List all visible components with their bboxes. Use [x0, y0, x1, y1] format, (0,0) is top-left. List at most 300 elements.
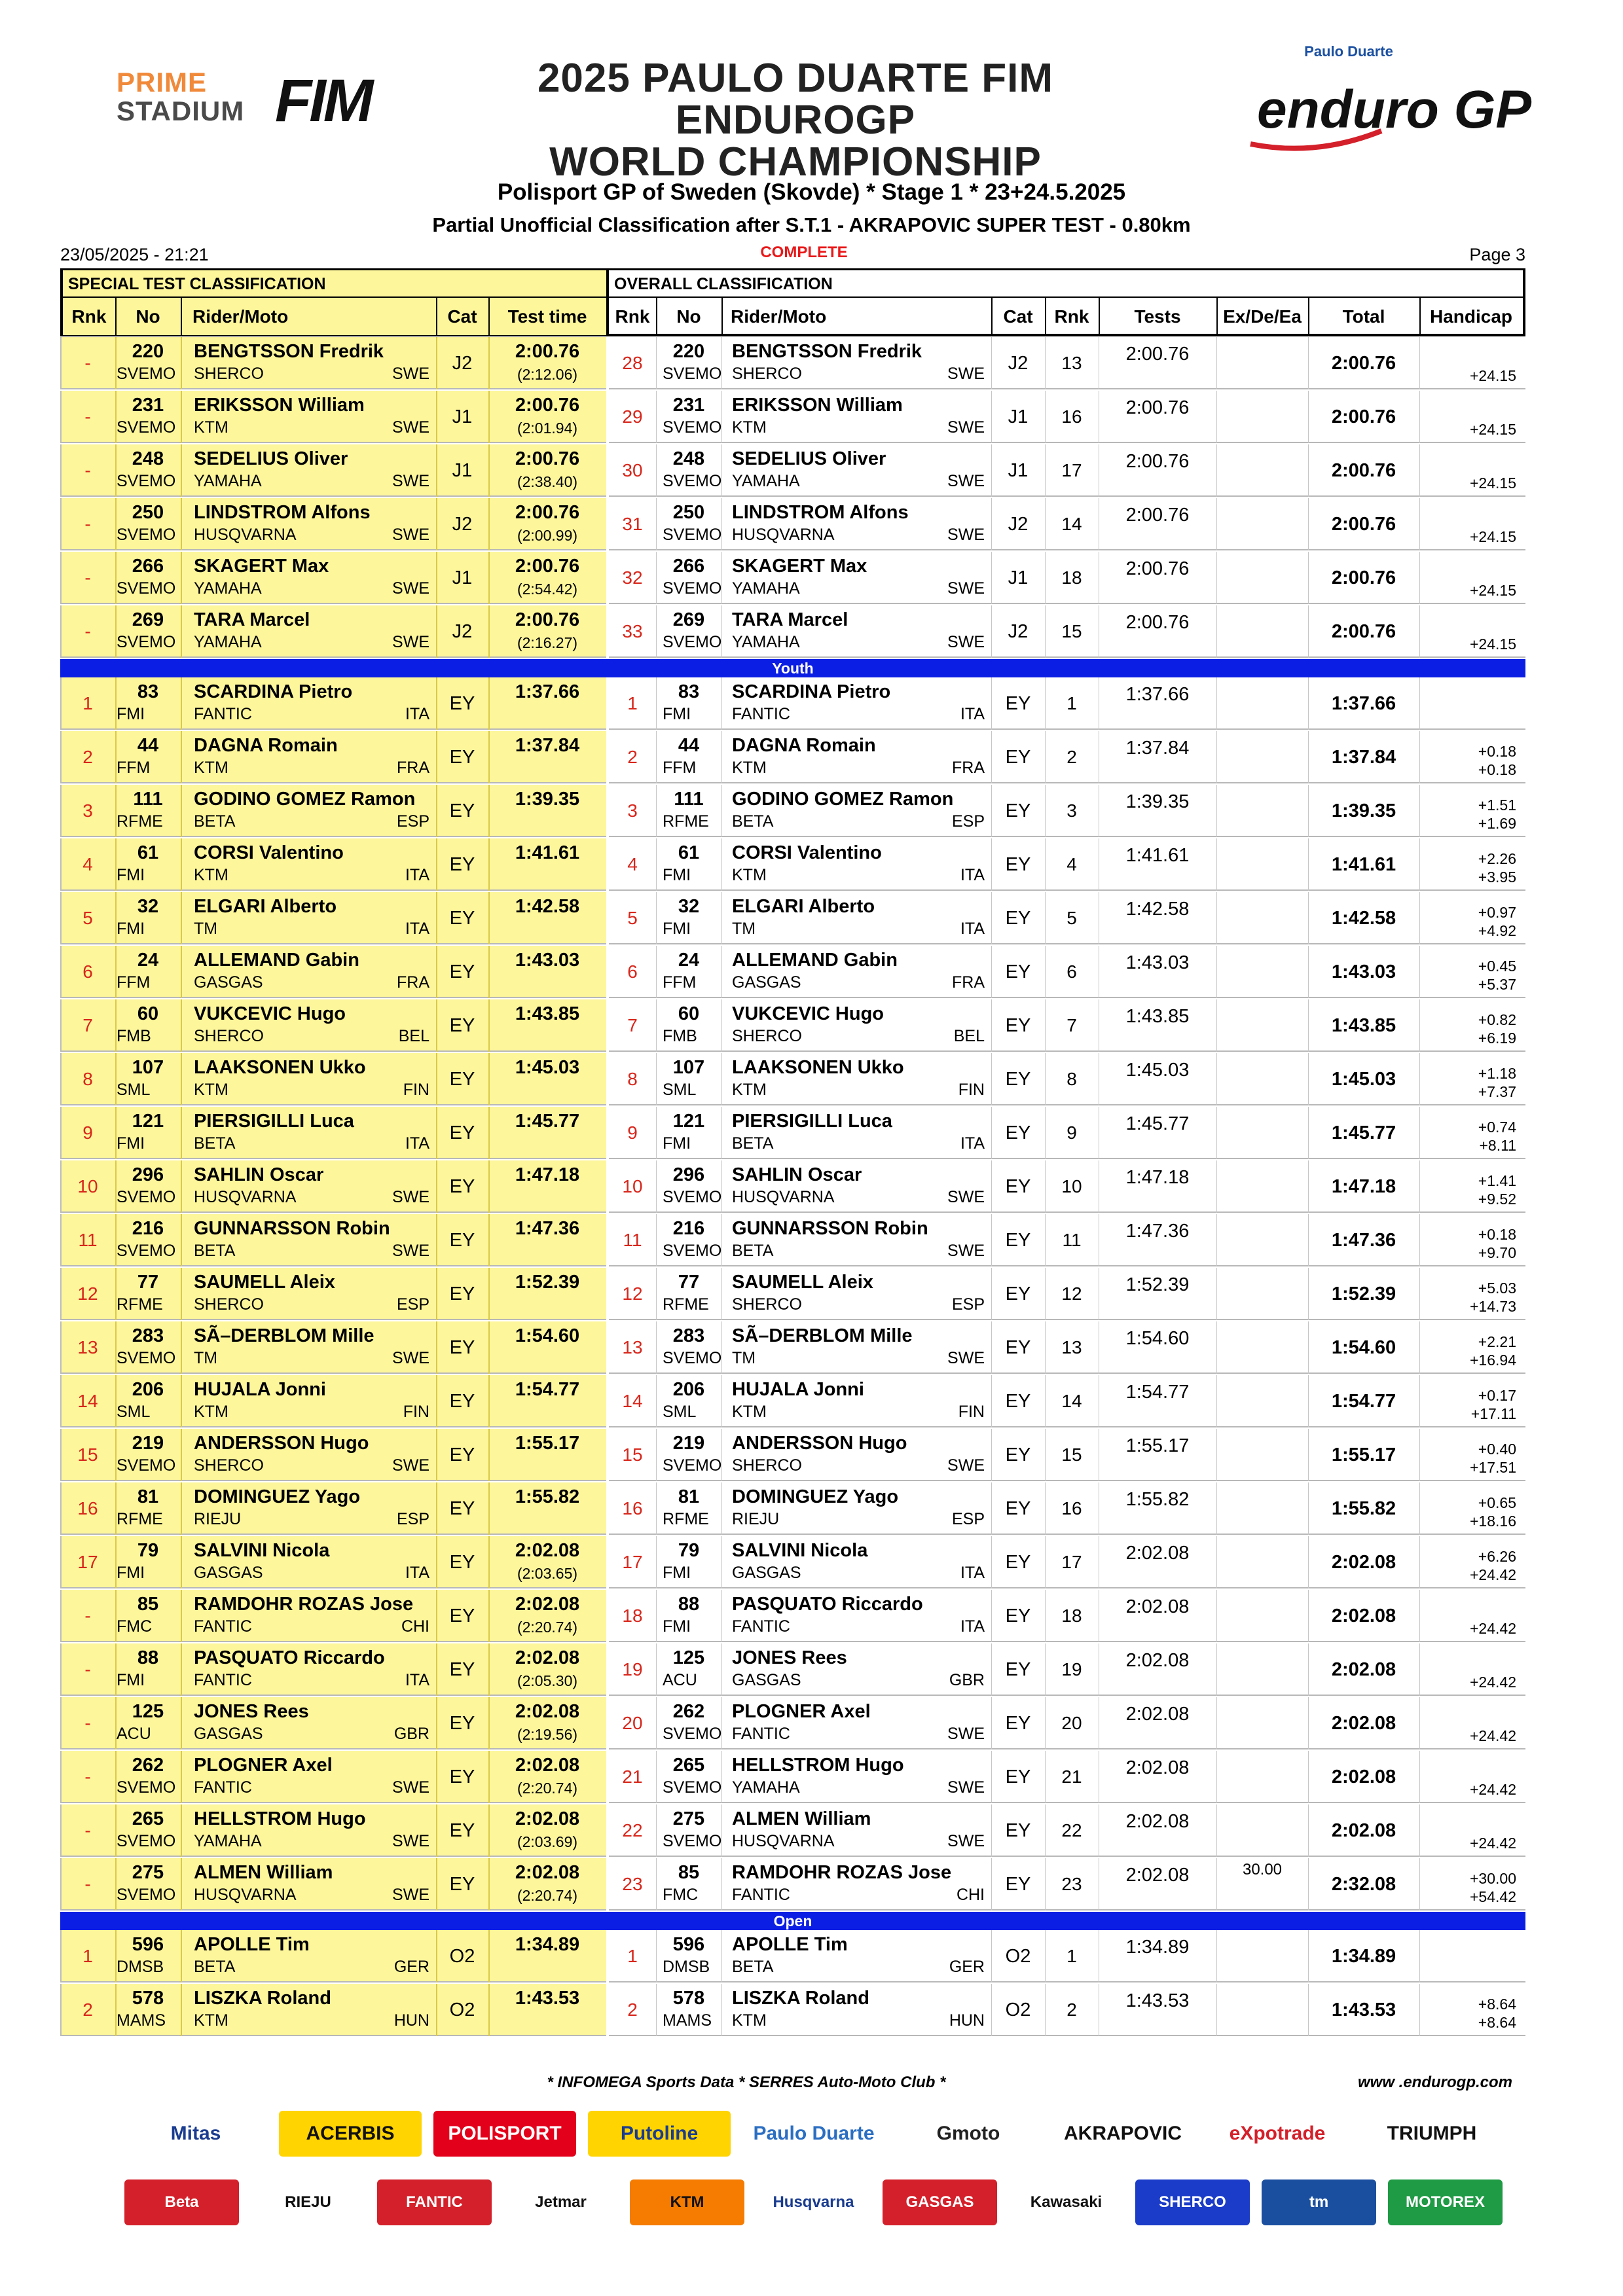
overall-category: EY: [1005, 800, 1031, 821]
test-rank: 14: [77, 1391, 98, 1411]
overall-category: EY: [1005, 1444, 1031, 1465]
table-row: [60, 605, 1525, 659]
gap-previous: [1419, 1709, 1516, 1726]
test-rank: -: [84, 406, 91, 427]
test-time-raw: [488, 1350, 606, 1369]
overall-rank: 15: [622, 1444, 643, 1465]
egp-logo-top: Paulo Duarte: [1304, 43, 1393, 60]
test-time-raw: [488, 1404, 606, 1422]
overall-category: EY: [1005, 1069, 1031, 1090]
category-rank: 2: [1067, 2000, 1077, 2020]
gap-previous: +0.45: [1478, 958, 1516, 975]
category-rank: 18: [1061, 1605, 1082, 1626]
footer-website[interactable]: www .endurogp.com: [1357, 2073, 1512, 2091]
table-row: [60, 1107, 1525, 1160]
rider-category: EY: [449, 747, 475, 768]
overall-rank: 14: [622, 1391, 643, 1411]
total-time: 1:47.18: [1331, 1176, 1396, 1197]
overall-rider-number: 121: [672, 1111, 705, 1132]
category-band: Open: [60, 1912, 1525, 1930]
cell-divider: [721, 1643, 722, 1696]
gap-previous: +6.26: [1478, 1548, 1516, 1565]
rider-nation: ESP: [396, 812, 429, 831]
rider-number: 77: [137, 1272, 159, 1293]
penalty-time: [1216, 1002, 1308, 1020]
gap-leader: +5.37: [1478, 976, 1516, 993]
rider-category: EY: [449, 1015, 475, 1036]
penalty-time: [1216, 734, 1308, 752]
penalty-time: [1216, 1163, 1308, 1181]
gap-previous: [1419, 456, 1516, 473]
rider-category: EY: [449, 1283, 475, 1304]
rider-federation: FFM: [117, 973, 151, 992]
overall-rider-number: 219: [672, 1433, 705, 1454]
rider-federation: SVEMO: [117, 1778, 176, 1797]
rider-category: EY: [449, 1444, 475, 1465]
rider-category: EY: [449, 1122, 475, 1143]
tests-time: 1:41.61: [1125, 845, 1190, 866]
rider-federation: FFM: [117, 759, 151, 777]
overall-category: EY: [1005, 1605, 1031, 1626]
col-header-overall-rnk: Rnk: [615, 306, 650, 327]
overall-rider-federation: FMI: [663, 1134, 691, 1153]
overall-rider-name: ANDERSSON Hugo: [732, 1433, 907, 1454]
gap-leader: +8.64: [1478, 2014, 1516, 2031]
tests-time: 2:02.08: [1125, 1865, 1190, 1886]
test-time: 2:02.08: [515, 1594, 580, 1615]
special-test-title: SPECIAL TEST CLASSIFICATION: [63, 270, 606, 298]
category-rank: 13: [1061, 353, 1082, 373]
penalty-time: [1216, 1431, 1308, 1450]
test-time-raw: (2:12.06): [517, 366, 578, 383]
rider-moto: TM: [194, 1349, 218, 1367]
test-time: 1:54.60: [515, 1325, 580, 1346]
test-rank: -: [84, 1874, 91, 1894]
overall-rider-name: LAAKSONEN Ukko: [732, 1057, 904, 1078]
gap-previous: [1419, 349, 1516, 366]
rider-federation: FMI: [117, 866, 145, 884]
gap-previous: [1419, 403, 1516, 420]
rider-number: 81: [137, 1486, 159, 1507]
overall-rider-nation: ITA: [960, 1564, 985, 1582]
cell-divider: [721, 1751, 722, 1803]
overall-rider-moto: BETA: [732, 1242, 774, 1260]
overall-rank: 2: [627, 747, 638, 767]
rider-moto: FANTIC: [194, 1778, 252, 1797]
overall-rider-federation: SVEMO: [663, 365, 722, 383]
penalty-time: [1216, 1933, 1308, 1951]
overall-rider-number: 296: [672, 1164, 705, 1185]
rider-name: SÃ–DERBLOM Mille: [194, 1325, 374, 1346]
rider-nation: FRA: [397, 759, 429, 777]
sponsor-logo: Mitas: [124, 2111, 267, 2157]
test-time-raw: (2:20.74): [517, 1780, 578, 1797]
cell-divider: [721, 605, 722, 658]
overall-rider-moto: HUSQVARNA: [732, 1832, 835, 1850]
table-row: [60, 498, 1525, 552]
overall-rider-moto: GASGAS: [732, 1671, 801, 1689]
overall-rider-name: ERIKSSON William: [732, 395, 903, 416]
overall-rank: 9: [627, 1122, 638, 1143]
table-row: [60, 1697, 1525, 1751]
test-time-raw: [488, 975, 606, 993]
test-rank: 6: [82, 961, 93, 982]
gap-previous: +30.00: [1470, 1870, 1516, 1887]
overall-rider-moto: YAMAHA: [732, 1778, 800, 1797]
test-rank: 4: [82, 854, 93, 874]
gap-leader: +9.70: [1478, 1244, 1516, 1261]
test-time-raw: [488, 921, 606, 939]
total-time: 2:00.76: [1331, 460, 1396, 481]
rider-federation: SVEMO: [117, 1188, 176, 1206]
rider-nation: HUN: [393, 2011, 429, 2030]
overall-rank: 10: [622, 1176, 643, 1196]
sponsor-logo: Husqvarna: [756, 2179, 871, 2225]
overall-rider-nation: SWE: [947, 1778, 985, 1797]
rider-federation: RFME: [117, 1295, 163, 1314]
table-row: [60, 1321, 1525, 1375]
overall-rider-nation: GER: [949, 1958, 985, 1976]
table-row: [60, 1643, 1525, 1697]
rider-number: 107: [132, 1057, 164, 1078]
gap-leader: +9.52: [1478, 1191, 1516, 1208]
tests-time: 1:43.85: [1125, 1006, 1190, 1027]
gap-leader: +24.42: [1470, 1781, 1516, 1798]
overall-rider-nation: SWE: [947, 1456, 985, 1475]
tests-time: 1:37.84: [1125, 738, 1190, 759]
cell-divider: [721, 1858, 722, 1910]
total-time: 1:43.85: [1331, 1015, 1396, 1036]
test-time: 1:52.39: [515, 1272, 580, 1293]
table-row: [60, 999, 1525, 1053]
gap-previous: +0.18: [1478, 1226, 1516, 1243]
overall-rider-name: DOMINGUEZ Yago: [732, 1486, 899, 1507]
overall-rider-nation: FRA: [952, 759, 985, 777]
gap-leader: +0.18: [1478, 761, 1516, 778]
category-rank: 10: [1061, 1176, 1082, 1196]
rider-moto: FANTIC: [194, 705, 252, 723]
overall-rider-nation: SWE: [947, 526, 985, 544]
category-rank: 14: [1061, 1391, 1082, 1411]
rider-moto: BETA: [194, 1242, 236, 1260]
rider-name: TARA Marcel: [194, 609, 310, 630]
gap-previous: +0.17: [1478, 1387, 1516, 1404]
overall-rider-nation: ITA: [960, 866, 985, 884]
test-time: 2:02.08: [515, 1647, 580, 1668]
rider-name: DOMINGUEZ Yago: [194, 1486, 361, 1507]
gap-previous: [1419, 1602, 1516, 1619]
category-rank: 7: [1067, 1015, 1077, 1035]
rider-federation: SVEMO: [117, 418, 176, 437]
tests-time: 1:45.03: [1125, 1060, 1190, 1081]
rider-name: HELLSTROM Hugo: [194, 1808, 366, 1829]
sponsor-logo: eXpotrade: [1206, 2111, 1349, 2157]
overall-rider-number: 250: [672, 502, 705, 523]
overall-rider-federation: SVEMO: [663, 418, 722, 437]
rider-name: ERIKSSON William: [194, 395, 365, 416]
col-header-handicap: Handicap: [1429, 306, 1513, 327]
test-time-raw: (2:03.69): [517, 1833, 578, 1850]
rider-federation: FMI: [117, 920, 145, 938]
overall-rider-federation: SVEMO: [663, 633, 722, 651]
overall-rider-federation: RFME: [663, 1295, 709, 1314]
test-rank: 2: [82, 747, 93, 767]
table-row: [60, 1160, 1525, 1214]
gap-leader: +1.69: [1478, 815, 1516, 832]
total-time: 2:02.08: [1331, 1713, 1396, 1734]
cell-divider: [721, 785, 722, 837]
rider-federation: SVEMO: [117, 633, 176, 651]
cell-divider: [721, 337, 722, 389]
rider-moto: KTM: [194, 1403, 228, 1421]
rider-federation: SVEMO: [117, 1456, 176, 1475]
overall-category: EY: [1005, 1659, 1031, 1680]
overall-rider-name: SÃ–DERBLOM Mille: [732, 1325, 913, 1346]
overall-rider-federation: FFM: [663, 973, 697, 992]
sponsor-row-1: [124, 2111, 1506, 2163]
overall-rider-federation: FMI: [663, 866, 691, 884]
test-time-raw: [488, 1082, 606, 1100]
overall-rider-moto: SHERCO: [732, 1456, 802, 1475]
overall-category: EY: [1005, 1230, 1031, 1251]
overall-rider-number: 216: [672, 1218, 705, 1239]
gap-leader: +24.42: [1470, 1566, 1516, 1583]
fim-logo: FIM: [275, 67, 371, 134]
overall-rider-nation: ITA: [960, 705, 985, 723]
header-vline: [991, 298, 993, 335]
total-time: 1:37.84: [1331, 747, 1396, 768]
gap-previous: [1419, 1763, 1516, 1780]
category-rank: 20: [1061, 1713, 1082, 1733]
rider-federation: FMI: [117, 1671, 145, 1689]
test-rank: 1: [82, 1946, 93, 1966]
gap-leader: +24.42: [1470, 1620, 1516, 1637]
penalty-time: [1216, 1270, 1308, 1289]
rider-number: 250: [132, 502, 164, 523]
rider-federation: SVEMO: [117, 579, 176, 598]
test-time: 2:00.76: [515, 395, 580, 416]
total-time: 1:45.77: [1331, 1122, 1396, 1143]
rider-category: J1: [452, 460, 473, 481]
rider-name: JONES Rees: [194, 1701, 309, 1722]
category-rank: 5: [1067, 908, 1077, 928]
test-rank: -: [84, 514, 91, 534]
test-time-raw: [488, 1243, 606, 1261]
overall-rider-nation: ITA: [960, 920, 985, 938]
test-rank: 3: [82, 800, 93, 821]
overall-category: EY: [1005, 747, 1031, 768]
test-time-raw: (2:19.56): [517, 1726, 578, 1743]
test-time-raw: (2:16.27): [517, 634, 578, 651]
sponsor-logo: Putoline: [588, 2111, 731, 2157]
table-row: [60, 785, 1525, 838]
tests-time: 1:43.53: [1125, 1990, 1190, 2011]
overall-rider-number: 596: [672, 1934, 705, 1955]
rider-number: 231: [132, 395, 164, 416]
gap-leader: +18.16: [1470, 1513, 1516, 1530]
category-rank: 8: [1067, 1069, 1077, 1089]
rider-moto: YAMAHA: [194, 472, 262, 490]
penalty-time: [1216, 841, 1308, 859]
overall-rider-moto: KTM: [732, 759, 767, 777]
overall-rider-number: 125: [672, 1647, 705, 1668]
test-time-raw: (2:20.74): [517, 1619, 578, 1636]
rider-federation: MAMS: [117, 2011, 166, 2030]
overall-rider-federation: FMC: [663, 1886, 699, 1904]
table-row: [60, 1930, 1525, 1984]
rider-category: EY: [449, 854, 475, 875]
rider-category: EY: [449, 1767, 475, 1787]
header-vline: [721, 298, 723, 335]
test-rank: 7: [82, 1015, 93, 1035]
test-rank: -: [84, 1767, 91, 1787]
total-time: 1:52.39: [1331, 1283, 1396, 1304]
test-rank: 11: [78, 1230, 98, 1250]
rider-number: 216: [132, 1218, 164, 1239]
overall-category: EY: [1005, 961, 1031, 982]
overall-rider-moto: KTM: [732, 866, 767, 884]
overall-rider-name: PASQUATO Riccardo: [732, 1594, 923, 1615]
overall-category: EY: [1005, 1713, 1031, 1734]
tests-time: 1:39.35: [1125, 791, 1190, 812]
overall-category: J1: [1008, 460, 1029, 481]
rider-moto: KTM: [194, 1081, 228, 1099]
overall-rank: 4: [627, 854, 638, 874]
rider-nation: ESP: [396, 1510, 429, 1528]
total-time: 2:02.08: [1331, 1659, 1396, 1680]
total-time: 2:00.76: [1331, 514, 1396, 535]
col-header-overall-rider: Rider/Moto: [731, 306, 827, 327]
test-rank: 8: [82, 1069, 93, 1089]
tests-time: 1:54.60: [1125, 1328, 1190, 1349]
gap-leader: +17.51: [1470, 1459, 1516, 1476]
overall-rider-nation: SWE: [947, 1188, 985, 1206]
overall-category: O2: [1005, 2000, 1031, 2020]
overall-rank: 1: [627, 1946, 638, 1966]
status-badge: COMPLETE: [760, 243, 848, 261]
rider-moto: GASGAS: [194, 1564, 263, 1582]
penalty-time: [1216, 1324, 1308, 1342]
rider-number: 596: [132, 1934, 164, 1955]
overall-rider-federation: FFM: [663, 759, 697, 777]
rider-category: J2: [452, 621, 473, 642]
overall-rank: 28: [622, 353, 643, 373]
overall-rider-moto: FANTIC: [732, 1886, 790, 1904]
penalty-time: [1216, 680, 1308, 698]
table-row: [60, 1268, 1525, 1321]
total-time: 2:32.08: [1331, 1874, 1396, 1895]
overall-title: OVERALL CLASSIFICATION: [609, 270, 1523, 298]
rider-category: J2: [452, 353, 473, 374]
rider-nation: SWE: [392, 633, 429, 651]
rider-number: 206: [132, 1379, 164, 1400]
overall-rider-number: 32: [678, 896, 700, 917]
rider-name: SAHLIN Oscar: [194, 1164, 324, 1185]
cell-divider: [721, 1536, 722, 1588]
rider-number: 265: [132, 1808, 164, 1829]
cell-divider: [721, 1984, 722, 2036]
category-rank: 1: [1067, 693, 1077, 713]
overall-category: EY: [1005, 908, 1031, 929]
gap-leader: +24.15: [1470, 421, 1516, 438]
overall-rank: 5: [627, 908, 638, 928]
overall-rider-federation: SVEMO: [663, 579, 722, 598]
overall-rank: 1: [627, 693, 638, 713]
rider-category: EY: [449, 800, 475, 821]
penalty-time: 30.00: [1242, 1861, 1283, 1878]
rider-federation: FMB: [117, 1027, 151, 1045]
overall-rank: 19: [622, 1659, 643, 1679]
cell-divider: [721, 892, 722, 944]
rider-category: J1: [452, 406, 473, 427]
endurogp-logo-mark: [1237, 59, 1532, 164]
overall-rider-federation: FMI: [663, 1617, 691, 1636]
overall-rank: 3: [627, 800, 638, 821]
test-time: 2:02.08: [515, 1540, 580, 1561]
overall-rider-moto: BETA: [732, 812, 774, 831]
overall-rider-nation: FIN: [958, 1081, 985, 1099]
tests-time: 2:00.76: [1125, 612, 1190, 633]
category-rank: 3: [1067, 800, 1077, 821]
test-time: 1:34.89: [515, 1934, 580, 1955]
header-vline: [436, 298, 437, 335]
test-time-raw: [488, 867, 606, 886]
rider-moto: HUSQVARNA: [194, 1886, 297, 1904]
penalty-time: [1216, 1485, 1308, 1503]
penalty-time: [1216, 1986, 1308, 2005]
rider-moto: SHERCO: [194, 365, 264, 383]
penalty-time: [1216, 340, 1308, 358]
overall-rider-number: 107: [672, 1057, 705, 1078]
category-rank: 18: [1061, 567, 1082, 588]
sponsor-logo: Beta: [124, 2179, 239, 2225]
rider-nation: ITA: [405, 1134, 429, 1153]
test-rank: 13: [77, 1337, 98, 1357]
rider-category: EY: [449, 1069, 475, 1090]
total-time: 2:00.76: [1331, 621, 1396, 642]
gap-leader: +16.94: [1470, 1352, 1516, 1369]
overall-rider-name: RAMDOHR ROZAS Jose: [732, 1862, 952, 1883]
test-time-raw: [488, 1028, 606, 1047]
table-row: [60, 1375, 1525, 1429]
rider-category: EY: [449, 1230, 475, 1251]
category-rank: 13: [1061, 1337, 1082, 1357]
overall-rank: 13: [622, 1337, 643, 1357]
sponsor-logo: AKRAPOVIC: [1051, 2111, 1194, 2157]
tests-time: 1:55.82: [1125, 1489, 1190, 1510]
overall-rider-name: TARA Marcel: [732, 609, 848, 630]
overall-rider-number: 269: [672, 609, 705, 630]
col-header-rnk: Rnk: [63, 298, 115, 335]
test-time-raw: [488, 1189, 606, 1208]
rider-federation: ACU: [117, 1725, 151, 1743]
rider-moto: HUSQVARNA: [194, 526, 297, 544]
overall-category: J1: [1008, 406, 1029, 427]
tests-time: 1:45.77: [1125, 1113, 1190, 1134]
rider-name: SAUMELL Aleix: [194, 1272, 335, 1293]
overall-rider-federation: SML: [663, 1081, 697, 1099]
overall-rider-name: ELGARI Alberto: [732, 896, 875, 917]
rider-name: LISZKA Roland: [194, 1988, 331, 2009]
overall-rider-number: 206: [672, 1379, 705, 1400]
overall-rider-moto: KTM: [732, 1403, 767, 1421]
sponsor-logo: SHERCO: [1135, 2179, 1250, 2225]
sponsor-logo: TRIUMPH: [1360, 2111, 1503, 2157]
overall-rider-federation: DMSB: [663, 1958, 710, 1976]
overall-rank: 20: [622, 1713, 643, 1733]
test-rank: 10: [77, 1176, 98, 1196]
tests-time: 1:43.03: [1125, 952, 1190, 973]
